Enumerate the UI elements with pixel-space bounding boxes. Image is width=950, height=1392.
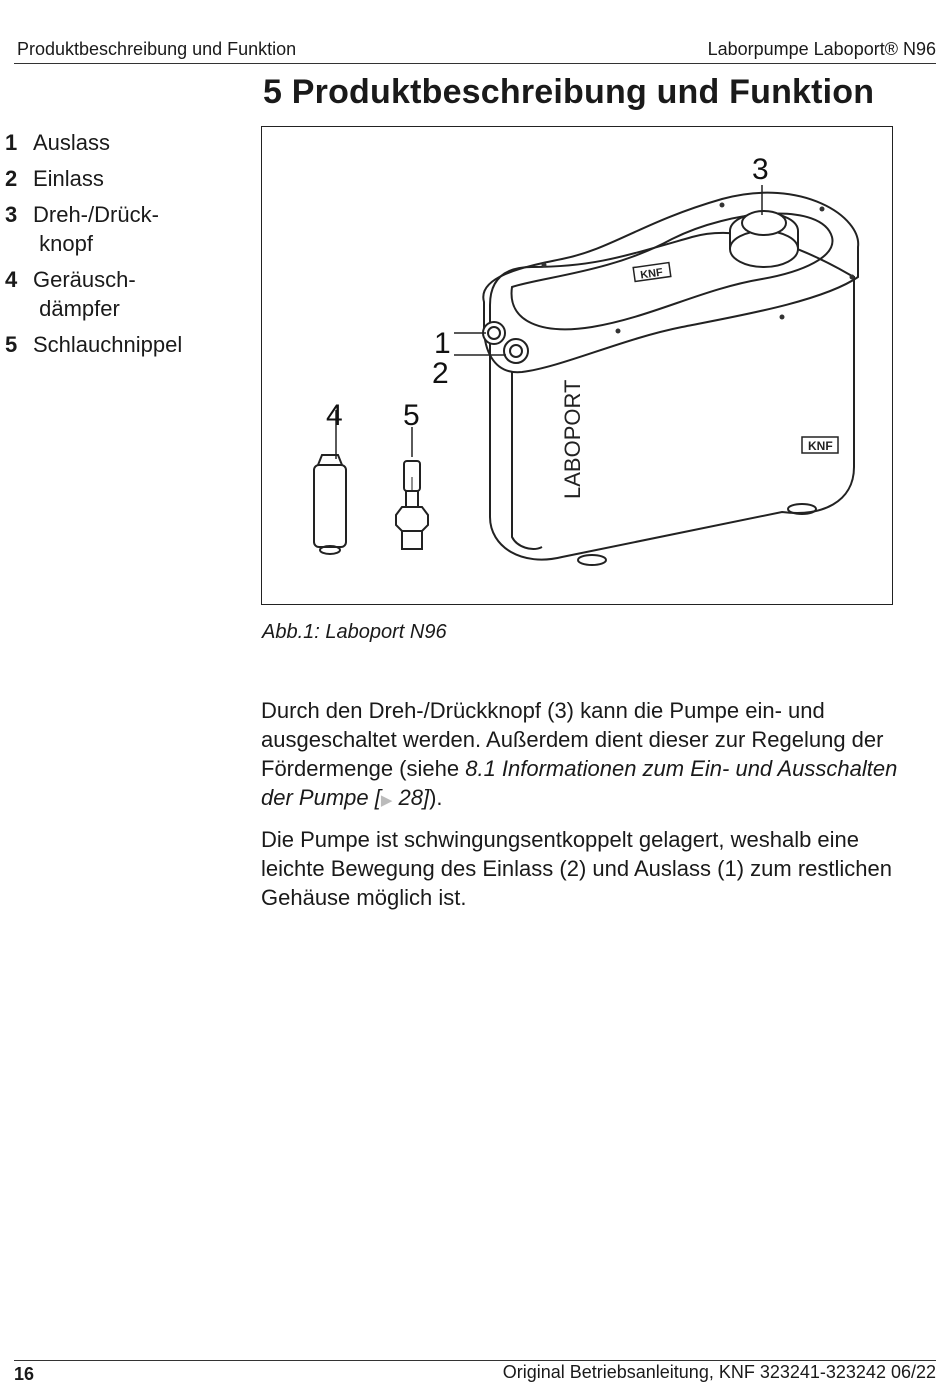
callout-label: 5 — [403, 399, 420, 432]
cross-reference-page: 28] — [392, 785, 430, 810]
pump-illustration — [262, 127, 894, 606]
knf-logo: KNF — [808, 439, 833, 453]
legend-item-knob — [5, 200, 235, 258]
footer-divider — [14, 1360, 936, 1361]
outlet-port — [483, 322, 505, 344]
cross-reference-text: 8.1 Informationen zum Ein- und Ausschalten der Pumpe [ — [261, 756, 898, 810]
legend-label: Geräusch- dämpfer — [33, 267, 136, 321]
knf-logo: KNF — [639, 266, 664, 282]
header-divider — [14, 63, 936, 64]
silencer-part — [314, 455, 346, 554]
inlet-port — [504, 339, 528, 363]
running-header-section: Produktbeschreibung und Funktion — [17, 39, 297, 59]
legend-label: Dreh-/Drück- knopf — [33, 202, 159, 256]
running-header-product: Laborpumpe Laboport® N96 — [707, 39, 936, 59]
callout-label: 1 — [434, 327, 451, 360]
page-number: 16 — [14, 1364, 35, 1384]
callout-label: 4 — [326, 399, 343, 432]
figure-caption: Abb.1: Laboport N96 — [262, 621, 447, 643]
pump-lid — [483, 193, 858, 373]
paragraph-text: ). — [429, 785, 443, 810]
legend-number: 3 — [5, 202, 18, 227]
legend-item-silencer — [5, 265, 235, 323]
figure-legend — [5, 128, 235, 366]
paragraph-text: Durch den Dreh-/Drückknopf (3) kann die Pumpe ein- und ausgeschaltet werden. Außerdem dient dieser zur Regelung der Fördermenge (siehe — [261, 698, 884, 781]
footer-document-id: Original Betriebsanleitung, KNF 323241-323242 06/22 — [502, 1362, 936, 1382]
body-text — [261, 696, 911, 922]
legend-number: 5 — [5, 332, 18, 357]
pump-housing — [490, 233, 854, 560]
housing-brand-text: LABOPORT — [560, 379, 585, 499]
callout-label: 3 — [752, 153, 769, 186]
legend-number: 4 — [5, 267, 18, 292]
legend-item-inlet — [5, 164, 235, 193]
hose-nipple-part — [396, 461, 428, 549]
legend-label: Auslass — [33, 130, 111, 155]
paragraph: Die Pumpe ist schwingungsentkoppelt gelagert, weshalb eine leichte Bewegung des Einlass (2) und Auslass (1) zum restlichen Gehäuse möglich ist. — [261, 827, 892, 910]
paragraph — [261, 696, 911, 815]
callout-label: 2 — [432, 357, 449, 390]
page-arrow-icon: ▶ — [380, 792, 393, 809]
legend-label: Schlauchnippel — [33, 332, 183, 357]
pump-figure — [261, 126, 893, 605]
legend-item-outlet — [5, 128, 235, 157]
legend-number: 1 — [5, 130, 18, 155]
legend-number: 2 — [5, 166, 18, 191]
legend-item-hose-nipple — [5, 330, 235, 359]
legend-label: Einlass — [33, 166, 104, 191]
page-title: 5 Produktbeschreibung und Funktion — [263, 73, 875, 111]
